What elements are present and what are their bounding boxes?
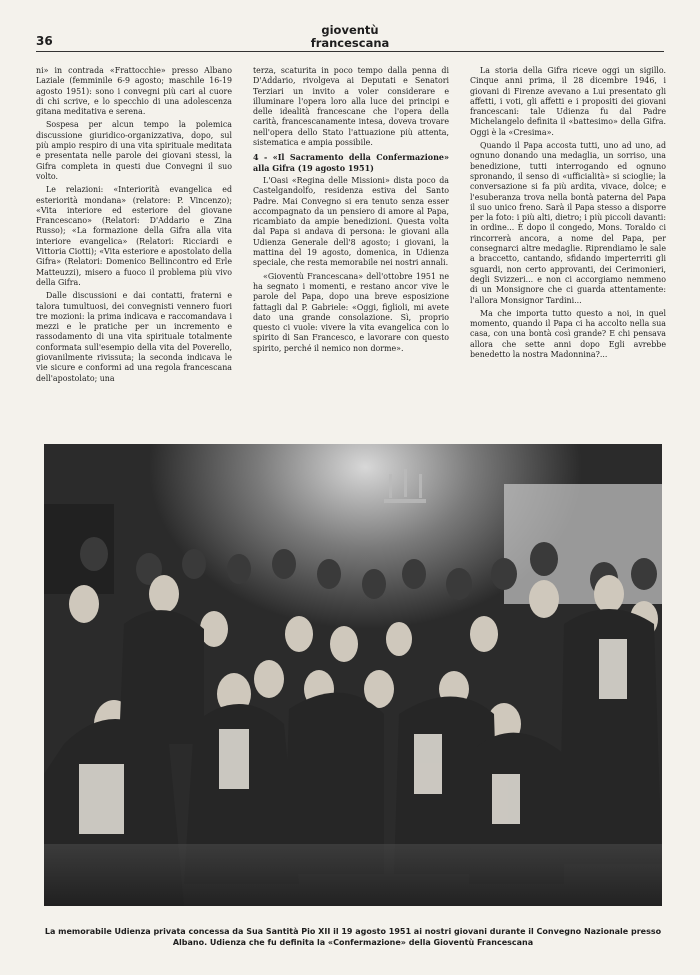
text-column-2 [253, 66, 449, 357]
paragraph: Ma che importa tutto questo a noi, in quel momento, quando il Papa ci ha accolto nella sua casa, con una bontà così grande? E chi pensava allora che sette anni dopo Egli avrebbe benedetto la nostra Madonnina?... [470, 308, 666, 360]
paragraph: La storia della Gifra riceve oggi un sigillo. Cinque anni prima, il 28 dicembre 1946, i giovani di Firenze avevano a Lui presentato gli affetti, i voti, gli affetti e i propositi dei giovani francescani: tale Udienza fu dal Padre Michelangelo definita il «battesimo» della Gifra. Oggi è la «Cresima». [470, 66, 666, 137]
paragraph: «Gioventù Francescana» dell'ottobre 1951 ne ha segnato i momenti, e restano ancor vive le parole del Papa, dopo una breve esposizione fattagli dal P. Gabriele: «Oggi, figlioli, mi avete dato una grande consolazione. Sì, proprio questo ci vuole: vivere la vita evangelica con lo spirito di San Francesco, e lavorare con questo spirito, perché il nemico non dorme». [253, 271, 449, 353]
photo-caption: La memorabile Udienza privata concessa da Sua Santità Pio XII il 19 agosto 1951 ai nostri giovani durante il Convegno Nazionale presso Albano. Udienza che fu definita la «Confermazione» della Gioventù Francescana [44, 927, 662, 947]
page-header [0, 0, 700, 52]
section-heading: 4 - «Il Sacramento della Confermazione» alla Gifra (19 agosto 1951) [253, 152, 449, 173]
paragraph: terza, scaturita in poco tempo dalla penna di D'Addario, rivolgeva ai Deputati e Senatori Terziari un invito a voler considerare e illuminare l'opera loro alla luce dei principi e delle idealità francescane che l'opera della carità, francescanamente intesa, doveva trovare nell'opera dello Stato l'attuazione più attenta, sistematica e ampia possibile. [253, 66, 449, 148]
magazine-title-line1: gioventù [321, 23, 379, 37]
paragraph: L'Oasi «Regina delle Missioni» dista poco da Castelgandolfo, residenza estiva del Santo Padre. Mai Convegno si era tenuto senza esser accompagnato da un pensiero di amore al Papa, ricambiato da ampie benedizioni. Questa volta dal Papa si andava di persona: le giovani alla Udienza Generale dell'8 agosto; i giovani, la mattina del 19 agosto, domenica, in Udienza speciale, che resta memorabile nei nostri annali. [253, 175, 449, 268]
paragraph: Dalle discussioni e dai contatti, fraterni e talora tumultuosi, dei convegnisti vennero fuori tre mozioni: la prima indicava e raccomandava i mezzi e le pratiche per un incremento e rassodamento di una vita spirituale totalmente conformata sull'esempio della vita del Poverello, giovanilmente rivissuta; la seconda indicava le vie sicure e conformi ad una regola francescana dell'apostolato; una [36, 291, 232, 383]
paragraph: ni» in contrada «Frattocchie» presso Albano Laziale (femminile 6-9 agosto; maschile 16-19 agosto 1951): sono i convegni più cari al cuore di chi scrive, e lo specchio di una adolescenza gitana meditativa e serena. [36, 66, 232, 117]
text-column-1 [36, 66, 232, 387]
page-number: 36 [36, 34, 53, 48]
group-photo-image [44, 444, 662, 906]
text-column-3 [470, 66, 666, 363]
header-rule [36, 51, 664, 52]
paragraph: Le relazioni: «Interiorità evangelica ed esteriorità mondana» (relatore: P. Vincenzo); «Vita interiore ed esteriore del giovane Francescano» (Relatori: D'Addario e Zina Russo); «La formazione della Gifra alla vita interiore evangelica» (Relatori: Ricciardi e Vittoria Ciotti); «Vita esteriore e apostolato della Gifra» (Relatori: Domenico Bellincontro ed Erle Matteuzzi), misero a fuoco il problema più vivo della Gifra. [36, 185, 232, 287]
paragraph: Quando il Papa accosta tutti, uno ad uno, ad ognuno donando una medaglia, un sorriso, una benedizione, tutti interrogando ed ognuno spronando, il senso di «ufficialità» si scioglie; la conversazione si fa più ardita, vivace, dolce; e l'esuberanza trova nella bontà paterna del Papa il suo unico freno. Sarà il Papa stesso a disporre per la foto: i più alti, dietro; i più piccoli davanti: in ordine... È dopo il congedo, Mons. Toraldo ci rincorrerà ancora, a nome del Papa, per consegnarci altre medaglie. Riprendiamo le sale a braccetto, cantando, sfidando imperterriti gli sguardi, non certo approvanti, dei Cerimonieri, degli Svizzeri... e non ci accorgiamo nemmeno di un Monsignore che ci guarda attentamente: l'allora Monsignor Tardini... [470, 141, 666, 305]
paragraph: Sospesa per alcun tempo la polemica discussione giuridico-organizzativa, dopo, sul più ampio respiro di una vita spirituale meditata e presentata nelle parole dei giovani stessi, la Gifra completa in questi due Convegni il suo volto. [36, 120, 232, 181]
magazine-title-line2: francescana [310, 36, 390, 50]
group-photo [44, 444, 662, 906]
